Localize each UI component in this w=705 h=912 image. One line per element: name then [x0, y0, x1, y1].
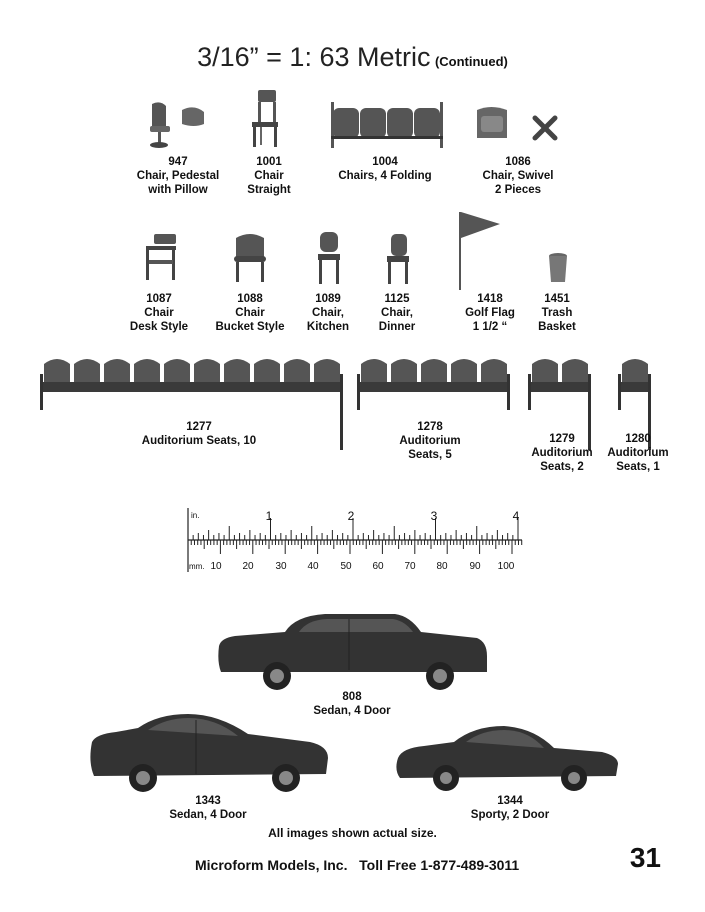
chair-straight-image — [248, 88, 284, 150]
ruler-in-2: 2 — [347, 509, 355, 523]
seat-leg — [357, 374, 360, 410]
ruler-in-4: 4 — [512, 509, 520, 523]
seat-cushion — [359, 382, 389, 392]
seat-cushion — [560, 382, 590, 392]
seat-cushion — [530, 382, 560, 392]
item-1087-caption: 1087 Chair Desk Style — [129, 293, 189, 333]
item-1278-caption: 1278 Auditorium Seats, 5 — [399, 421, 461, 461]
auditorium-seats-5-image — [357, 354, 513, 410]
ruler-mm-label: mm. — [189, 562, 205, 571]
chair-bucket-image — [232, 232, 268, 284]
chairs-folding-image — [330, 100, 445, 150]
seat-cushion — [132, 382, 162, 392]
seat-back — [104, 359, 130, 384]
item-1451-caption: 1451 Trash Basket — [538, 293, 576, 333]
chair-kitchen-image — [316, 230, 342, 286]
ruler-mm-70: 70 — [404, 561, 416, 572]
item-1280-caption: 1280 Auditorium Seats, 1 — [607, 433, 669, 473]
scale-ruler — [186, 506, 524, 574]
page-title — [0, 42, 705, 73]
seat-leg — [618, 374, 621, 410]
seat-back — [481, 359, 507, 384]
seat-leg — [40, 374, 43, 410]
seat-back — [391, 359, 417, 384]
golf-flag-image — [456, 210, 506, 292]
item-808-caption: 808 Sedan, 4 Door — [313, 691, 391, 717]
sedan-808-image — [215, 612, 489, 692]
seat-leg — [528, 374, 531, 410]
item-1418-caption: 1418 Golf Flag 1 1/2 “ — [465, 293, 515, 333]
scale-title: 3/16” = 1: 63 Metric — [197, 42, 431, 72]
seat-cushion — [72, 382, 102, 392]
seat-back — [361, 359, 387, 384]
seat-cushion — [222, 382, 252, 392]
actual-size-note: All images shown actual size. — [268, 826, 437, 840]
item-1001-caption: 1001 Chair Straight — [247, 156, 291, 196]
auditorium-seats-2-image — [528, 354, 594, 434]
seat-back — [532, 359, 558, 384]
seat-back — [314, 359, 340, 384]
ruler-mm-80: 80 — [436, 561, 448, 572]
trash-basket-image — [547, 252, 569, 284]
ruler-mm-10: 10 — [210, 561, 222, 572]
chair-desk-image — [142, 232, 180, 282]
seat-cushion — [479, 382, 509, 392]
chair-dinner-image — [385, 232, 411, 286]
ruler-mm-100: 100 — [497, 561, 515, 572]
chair-swivel-image — [473, 104, 563, 148]
seat-back — [451, 359, 477, 384]
footer-contact: Microform Models, Inc. Toll Free 1-877-489-3011 — [195, 857, 520, 873]
item-1343-caption: 1343 Sedan, 4 Door — [169, 795, 247, 821]
auditorium-seats-1-image — [618, 354, 654, 434]
ruler-in-3: 3 — [430, 509, 438, 523]
item-1088-caption: 1088 Chair Bucket Style — [215, 293, 285, 333]
ruler-mm-50: 50 — [340, 561, 352, 572]
seat-back — [164, 359, 190, 384]
ruler-mm-90: 90 — [469, 561, 481, 572]
ruler-in-label: in. — [191, 511, 200, 520]
item-1086-caption: 1086 Chair, Swivel 2 Pieces — [482, 156, 554, 196]
seat-cushion — [252, 382, 282, 392]
page-number: 31 — [629, 842, 661, 873]
continued-label: (Continued) — [434, 54, 508, 69]
seat-cushion — [620, 382, 650, 392]
ruler-in-1: 1 — [265, 509, 273, 523]
seat-back — [44, 359, 70, 384]
seat-cushion — [162, 382, 192, 392]
item-1125-caption: 1125 Chair, Dinner — [378, 293, 416, 333]
seat-leg — [507, 374, 510, 410]
item-1279-caption: 1279 Auditorium Seats, 2 — [531, 433, 593, 473]
seat-cushion — [312, 382, 342, 392]
seat-back — [134, 359, 160, 384]
ruler-mm-30: 30 — [275, 561, 287, 572]
item-1344-caption: 1344 Sporty, 2 Door — [470, 795, 550, 821]
seat-cushion — [419, 382, 449, 392]
seat-cushion — [449, 382, 479, 392]
seat-cushion — [42, 382, 72, 392]
item-947-caption: 947 Chair, Pedestal with Pillow — [136, 156, 220, 196]
ruler-mm-20: 20 — [242, 561, 254, 572]
chair-pedestal-image — [146, 100, 214, 150]
seat-back — [622, 359, 648, 384]
sedan-1343-image — [88, 712, 332, 794]
seat-back — [224, 359, 250, 384]
ruler-mm-60: 60 — [372, 561, 384, 572]
seat-back — [74, 359, 100, 384]
item-1089-caption: 1089 Chair, Kitchen — [306, 293, 350, 333]
seat-leg — [340, 374, 343, 450]
seat-back — [421, 359, 447, 384]
ruler-mm-40: 40 — [307, 561, 319, 572]
seat-cushion — [102, 382, 132, 392]
item-1277-caption: 1277 Auditorium Seats, 10 — [141, 421, 257, 447]
seat-back — [194, 359, 220, 384]
seat-back — [254, 359, 280, 384]
seat-back — [284, 359, 310, 384]
seat-cushion — [282, 382, 312, 392]
seat-cushion — [389, 382, 419, 392]
item-1004-caption: 1004 Chairs, 4 Folding — [338, 156, 432, 182]
sporty-1344-image — [394, 722, 620, 792]
seat-cushion — [192, 382, 222, 392]
seat-back — [562, 359, 588, 384]
